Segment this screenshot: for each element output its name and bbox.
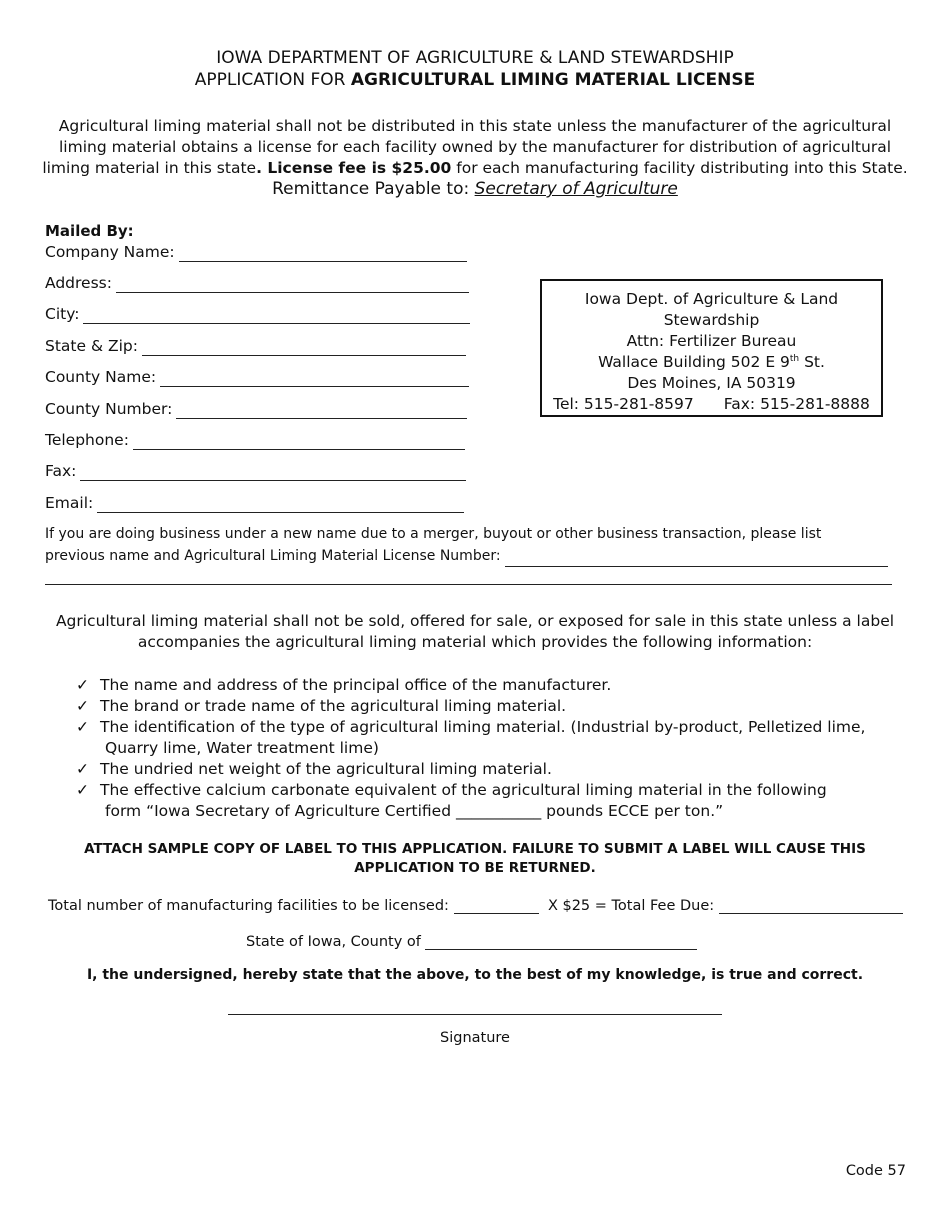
- state-zip-field[interactable]: [45, 336, 466, 356]
- county-number-input[interactable]: [176, 401, 467, 419]
- previous-name-input[interactable]: [505, 550, 888, 567]
- attach-label-notice: ATTACH SAMPLE COPY OF LABEL TO THIS APPLICATION. FAILURE TO SUBMIT A LABEL WILL CAUSE THIS APPLICATION TO BE RETURNED.: [84, 841, 866, 876]
- remittance-label: Remittance Payable to:: [272, 179, 475, 199]
- intro-paragraph: [42, 116, 908, 200]
- email-label: Email:: [45, 494, 94, 512]
- address-line-4: [542, 352, 881, 373]
- county-number-label: County Number:: [45, 400, 173, 418]
- city-label: City:: [45, 305, 80, 323]
- county-statement-row: [246, 934, 697, 950]
- mailing-address-box: [540, 279, 883, 417]
- address-label: Address:: [45, 274, 112, 292]
- list-item-text: The identification of the type of agricultural liming material. (Industrial by-product, Pelletized lime,: [100, 718, 866, 736]
- county-name-field[interactable]: [45, 367, 469, 387]
- list-item-text: The undried net weight of the agricultural liming material.: [100, 760, 552, 778]
- list-item-text-continued: form “Iowa Secretary of Agriculture Certified ___________ pounds ECCE per ton.”: [105, 802, 724, 820]
- form-code: Code 57: [845, 1163, 906, 1179]
- intro-fee-rest: for each manufacturing facility distributing into this State.: [451, 159, 908, 177]
- mailed-by-heading: Mailed By:: [45, 222, 134, 240]
- remittance-payee: Secretary of Agriculture: [474, 179, 678, 199]
- contact-row: [542, 394, 881, 415]
- fee-calculation-row: [48, 898, 903, 914]
- license-fee-text: . License fee is $25.00: [256, 159, 452, 177]
- application-title: [0, 69, 950, 91]
- state-zip-input[interactable]: [142, 338, 466, 356]
- department-name: IOWA DEPARTMENT OF AGRICULTURE & LAND STEWARDSHIP: [216, 48, 734, 68]
- application-title-bold: AGRICULTURAL LIMING MATERIAL LICENSE: [350, 70, 756, 90]
- facilities-count-input[interactable]: [454, 899, 539, 914]
- intro-text: Agricultural liming material shall not be distributed in this state unless the manufacturer of the agricultural liming material obtains a license for each facility owned by the manufacturer for distribution of agricultural liming material in this state: [42, 117, 892, 177]
- telephone-input[interactable]: [133, 432, 465, 450]
- address-field[interactable]: [45, 273, 469, 293]
- address-line-1: Iowa Dept. of Agriculture & Land: [584, 290, 839, 308]
- fax-field[interactable]: [45, 461, 466, 481]
- checkmark-icon: ✓: [76, 676, 89, 694]
- list-item-text-continued: Quarry lime, Water treatment lime): [105, 739, 379, 757]
- street-suffix: St.: [799, 353, 825, 371]
- state-zip-label: State & Zip:: [45, 337, 138, 355]
- company-name-field[interactable]: [45, 242, 467, 262]
- checkmark-icon: ✓: [76, 781, 89, 799]
- previous-name-label: previous name and Agricultural Liming Material License Number:: [45, 548, 501, 564]
- city-input[interactable]: [83, 306, 470, 324]
- fax-label: Fax:: [45, 462, 77, 480]
- office-telephone: Tel: 515-281-8597: [553, 395, 694, 413]
- signature-label: Signature: [440, 1030, 510, 1046]
- label-requirements-list: [76, 675, 916, 822]
- previous-name-input-continued[interactable]: [45, 584, 892, 585]
- address-line-5: Des Moines, IA 50319: [627, 374, 796, 392]
- list-item: [76, 717, 916, 759]
- county-name-label: County Name:: [45, 368, 157, 386]
- address-line-3: Attn: Fertilizer Bureau: [626, 332, 797, 350]
- checkmark-icon: ✓: [76, 760, 89, 778]
- county-name-input[interactable]: [160, 369, 469, 387]
- list-item-text: The brand or trade name of the agricultural liming material.: [100, 697, 567, 715]
- email-field[interactable]: [45, 493, 464, 513]
- office-fax: Fax: 515-281-8888: [723, 395, 870, 413]
- checkmark-icon: ✓: [76, 697, 89, 715]
- form-title: [0, 47, 950, 91]
- list-item-text: The name and address of the principal office of the manufacturer.: [100, 676, 612, 694]
- list-item: [76, 759, 916, 780]
- label-requirements-intro: Agricultural liming material shall not be sold, offered for sale, or exposed for sale in this state unless a label accompanies the agricultural liming material which provides the following information:: [55, 612, 895, 651]
- telephone-field[interactable]: [45, 430, 465, 450]
- street-suffix-sup: th: [789, 353, 800, 364]
- previous-name-row: [45, 545, 905, 567]
- total-fee-input[interactable]: [719, 899, 903, 914]
- list-item: [76, 675, 916, 696]
- county-statement-label: State of Iowa, County of: [246, 934, 421, 950]
- address-input[interactable]: [116, 275, 469, 293]
- telephone-label: Telephone:: [45, 431, 129, 449]
- county-statement-input[interactable]: [425, 935, 697, 950]
- email-input[interactable]: [97, 495, 464, 513]
- county-number-field[interactable]: [45, 399, 467, 419]
- fax-input[interactable]: [80, 463, 466, 481]
- previous-name-instructions: If you are doing business under a new name due to a merger, buyout or other business transaction, please list: [45, 526, 822, 542]
- company-name-label: Company Name:: [45, 243, 175, 261]
- attestation-statement: I, the undersigned, hereby state that the above, to the best of my knowledge, is true and correct.: [86, 967, 864, 983]
- application-title-prefix: APPLICATION FOR: [194, 70, 351, 90]
- address-line-2: Stewardship: [663, 311, 760, 329]
- list-item: [76, 696, 916, 717]
- list-item-text: The effective calcium carbonate equivalent of the agricultural liming material in the following: [100, 781, 827, 799]
- street-prefix: Wallace Building 502 E 9: [598, 353, 790, 371]
- previous-name-section: [45, 523, 905, 567]
- signature-line[interactable]: [228, 1014, 722, 1015]
- list-item: [76, 780, 916, 822]
- facilities-count-label: Total number of manufacturing facilities to be licensed:: [48, 898, 449, 914]
- checkmark-icon: ✓: [76, 718, 89, 736]
- company-name-input[interactable]: [179, 244, 467, 262]
- city-field[interactable]: [45, 304, 470, 324]
- total-fee-label: X $25 = Total Fee Due:: [547, 898, 715, 914]
